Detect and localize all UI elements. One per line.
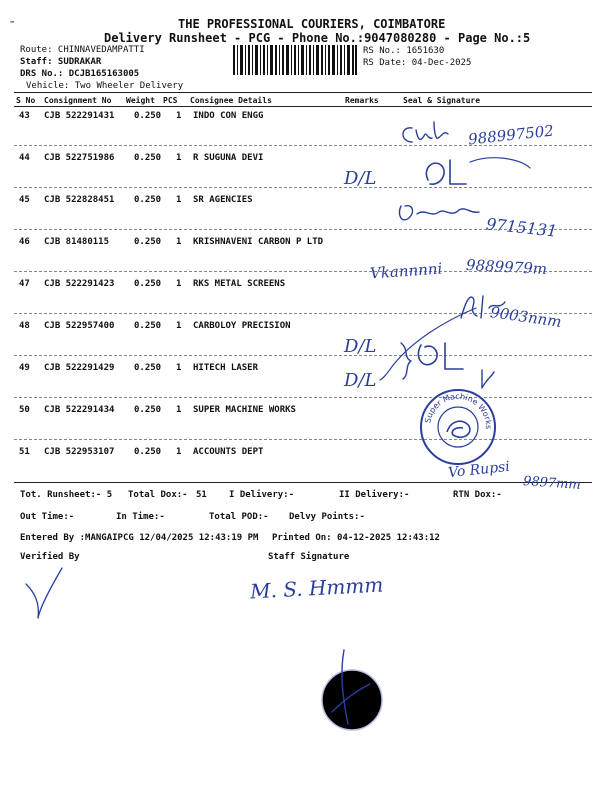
total-runsheet: Tot. Runsheet:- 5 <box>20 490 113 500</box>
barcode-icon <box>233 45 357 75</box>
signature-row45 <box>395 200 485 234</box>
total-dox-value: 51 <box>196 490 207 500</box>
row-consignee: KRISHNAVENI CARBON P LTD <box>193 237 324 247</box>
seal-text: Super Machine Works <box>423 391 494 430</box>
row-pcs: 1 <box>176 363 182 373</box>
row-pcs: 1 <box>176 111 182 121</box>
col-consignee: Consignee Details <box>190 96 272 105</box>
col-pcs: PCS <box>163 96 178 105</box>
row-consignment: CJB 522291429 <box>44 363 115 373</box>
row-sno: 46 <box>19 237 30 247</box>
in-time: In Time:- <box>116 512 165 522</box>
col-remarks: Remarks <box>345 96 379 105</box>
row-consignee: SR AGENCIES <box>193 195 253 205</box>
row-consignment: CJB 522291431 <box>44 111 115 121</box>
row-sno: 51 <box>19 447 30 457</box>
verified-signature <box>18 562 78 632</box>
row-pcs: 1 <box>176 321 182 331</box>
row-consignment: CJB 522751986 <box>44 153 115 163</box>
row-sno: 48 <box>19 321 30 331</box>
remark-row44: D/L <box>344 168 377 189</box>
row-consignment: CJB 522953107 <box>44 447 115 457</box>
row-sno: 44 <box>19 153 30 163</box>
checkpoint-stamp <box>314 642 404 742</box>
row-weight: 0.250 <box>134 279 162 289</box>
row-consignee: INDO CON ENGG <box>193 111 264 121</box>
dl-mark-row44 <box>420 150 540 190</box>
row-consignee: ACCOUNTS DEPT <box>193 447 264 457</box>
total-pod: Total POD:- <box>209 512 269 522</box>
delvy-points: Delvy Points:- <box>289 512 365 522</box>
col-sno: S No <box>16 96 36 105</box>
row-consignee: HITECH LASER <box>193 363 259 373</box>
col-consignment: Consignment No <box>44 96 112 105</box>
row-weight: 0.250 <box>134 237 162 247</box>
rtn-dox: RTN Dox:- <box>453 490 502 500</box>
company-title: THE PROFESSIONAL COURIERS, COIMBATORE <box>178 17 446 31</box>
rs-number: RS No.: 1651630 <box>363 46 445 56</box>
total-dox-label: Total Dox:- <box>128 490 188 500</box>
staff-handwritten-signature: M. S. Hmmm <box>249 572 384 604</box>
phone-row48: 9003nnm <box>489 303 563 331</box>
row-consignee: RKS METAL SCREENS <box>193 279 286 289</box>
row-consignee: CARBOLOY PRECISION <box>193 321 291 331</box>
company-seal-stamp <box>419 388 497 466</box>
row-consignment: CJB 522957400 <box>44 321 115 331</box>
row-consignment: CJB 522291423 <box>44 279 115 289</box>
row-weight: 0.250 <box>134 111 162 121</box>
route-label: Route: CHINNAVEDAMPATTI <box>20 45 145 55</box>
name-row51: Vo Rupsi <box>447 458 511 482</box>
row-weight: 0.250 <box>134 363 162 373</box>
row-consignee: SUPER MACHINE WORKS <box>193 405 296 415</box>
vehicle-label: Vehicle: Two Wheeler Delivery <box>26 81 184 91</box>
col-weight: Weight <box>126 96 155 105</box>
row-consignment: CJB 522828451 <box>44 195 115 205</box>
rs-date: RS Date: 04-Dec-2025 <box>363 58 472 68</box>
phone-row51: 9897mm <box>522 474 582 493</box>
row-consignment: CJB 81480115 <box>44 237 110 247</box>
remark-row48: D/L <box>344 336 377 357</box>
dl-mark-row48 <box>395 335 485 385</box>
phone-row47: 9889979m <box>465 255 548 279</box>
row-consignment: CJB 522291434 <box>44 405 115 415</box>
row-pcs: 1 <box>176 153 182 163</box>
phone-row45: 9715131 <box>485 214 559 241</box>
phone-row43: 988997502 <box>467 121 555 149</box>
row-weight: 0.250 <box>134 447 162 457</box>
staff-label: Staff: SUDRAKAR <box>20 57 102 67</box>
i-delivery: I Delivery:- <box>229 490 295 500</box>
col-seal-signature: Seal & Signature <box>403 96 481 105</box>
printed-on: Printed On: 04-12-2025 12:43:12 <box>272 533 440 543</box>
name-row47: Vkannnni <box>369 259 443 283</box>
row-weight: 0.250 <box>134 195 162 205</box>
row-pcs: 1 <box>176 279 182 289</box>
row-pcs: 1 <box>176 447 182 457</box>
row-sno: 50 <box>19 405 30 415</box>
row-sno: 43 <box>19 111 30 121</box>
out-time: Out Time:- <box>20 512 75 522</box>
row-pcs: 1 <box>176 237 182 247</box>
remark-row49: D/L <box>344 370 377 391</box>
row-weight: 0.250 <box>134 153 162 163</box>
header-top-rule <box>14 92 592 93</box>
table-bottom-rule <box>14 482 592 483</box>
ii-delivery: II Delivery:- <box>339 490 410 500</box>
entered-by: Entered By :MANGAIPCG 12/04/2025 12:43:19 PM <box>20 533 259 543</box>
header-bottom-rule <box>14 106 592 107</box>
row-weight: 0.250 <box>134 405 162 415</box>
row-sno: 47 <box>19 279 30 289</box>
runsheet-subtitle: Delivery Runsheet - PCG - Phone No.:9047080280 - Page No.:5 <box>104 31 531 45</box>
row-sno: 49 <box>19 363 30 373</box>
staff-signature-label: Staff Signature <box>268 552 350 562</box>
svg-text:Super Machine Works <box>423 392 493 429</box>
row-consignee: R SUGUNA DEVI <box>193 153 264 163</box>
verified-by: Verified By <box>20 552 80 562</box>
drs-label: DRS No.: DCJB165163005 <box>20 69 140 79</box>
row-pcs: 1 <box>176 195 182 205</box>
row-weight: 0.250 <box>134 321 162 331</box>
row-sno: 45 <box>19 195 30 205</box>
row-pcs: 1 <box>176 405 182 415</box>
